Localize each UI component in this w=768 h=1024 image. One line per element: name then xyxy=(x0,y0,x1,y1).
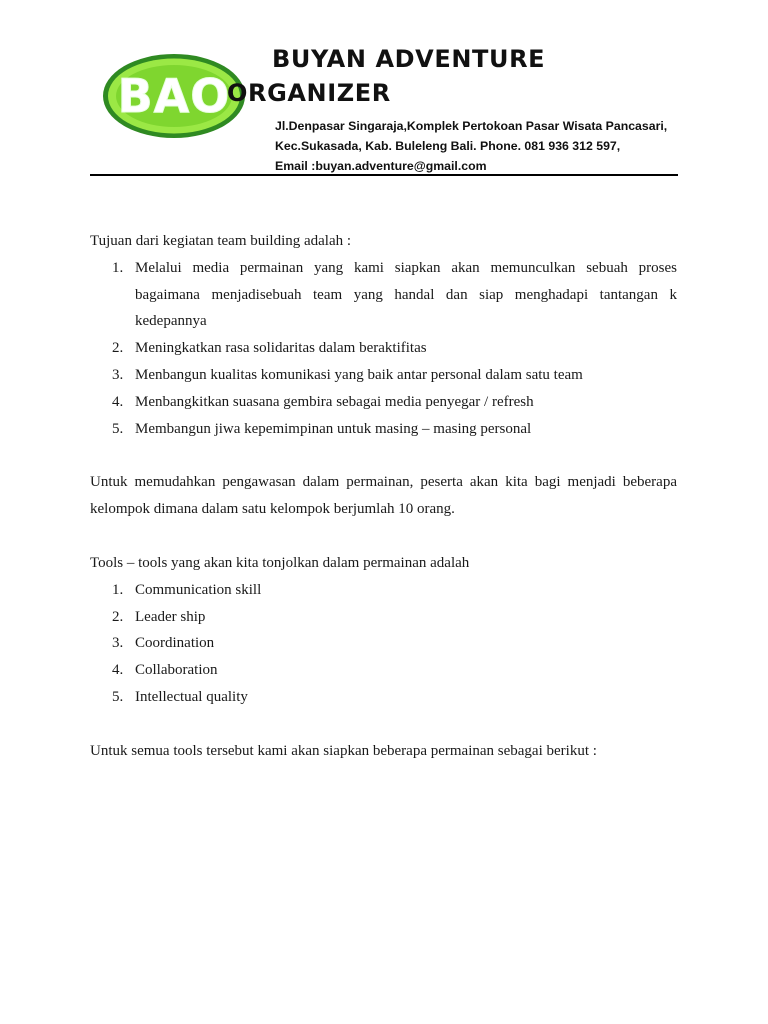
list-item: 2. Meningkatkan rasa solidaritas dalam beraktifitas xyxy=(112,340,427,357)
company-title-line2: ORGANIZER xyxy=(227,79,391,107)
spacer xyxy=(90,442,677,469)
address-line: Jl.Denpasar Singaraja,Komplek Pertokoan Pasar Wisata Pancasari, xyxy=(275,119,668,133)
company-address xyxy=(275,116,667,176)
section3-intro: Tools – tools yang akan kita tonjolkan dalam permainan adalah xyxy=(90,554,470,571)
grouping-paragraph: Untuk memudahkan pengawasan dalam permainan, peserta akan kita bagi menjadi beberapa kelompok dimana dalam satu kelompok berjumlah 10 orang. xyxy=(90,474,677,518)
header-divider xyxy=(90,174,678,176)
list-item: 3. Menbangun kualitas komunikasi yang baik antar personal dalam satu team xyxy=(112,366,583,383)
address-line: Kec.Sukasada, Kab. Buleleng Bali. Phone. 081 936 312 597, xyxy=(275,139,621,153)
spacer xyxy=(90,523,677,550)
list-item: 3. Coordination xyxy=(112,635,215,652)
goals-list xyxy=(90,255,677,443)
document-body xyxy=(90,228,677,765)
tools-list xyxy=(90,577,677,711)
list-item: 1. Melalui media permainan yang kami siapkan akan memunculkan sebuah proses bagaimana menjadisebuah team yang handal dan siap menghadapi tantangan k kedepannya xyxy=(112,259,677,330)
list-item: 1. Communication skill xyxy=(112,581,262,598)
list-item: 5. Membangun jiwa kepemimpinan untuk masing – masing personal xyxy=(112,420,532,437)
spacer xyxy=(90,711,677,738)
email-line: Email :buyan.adventure@gmail.com xyxy=(275,159,487,173)
closing-paragraph: Untuk semua tools tersebut kami akan siapkan beberapa permainan sebagai berikut : xyxy=(90,742,597,759)
list-item: 5. Intellectual quality xyxy=(112,688,248,705)
section1-intro: Tujuan dari kegiatan team building adalah : xyxy=(90,233,352,249)
list-item: 4. Collaboration xyxy=(112,662,218,679)
list-item: 4. Menbangkitkan suasana gembira sebagai media penyegar / refresh xyxy=(112,393,534,410)
company-title-line1: BUYAN ADVENTURE xyxy=(272,45,546,73)
logo-text: BAO xyxy=(117,69,231,123)
list-item: 2. Leader ship xyxy=(112,608,206,625)
